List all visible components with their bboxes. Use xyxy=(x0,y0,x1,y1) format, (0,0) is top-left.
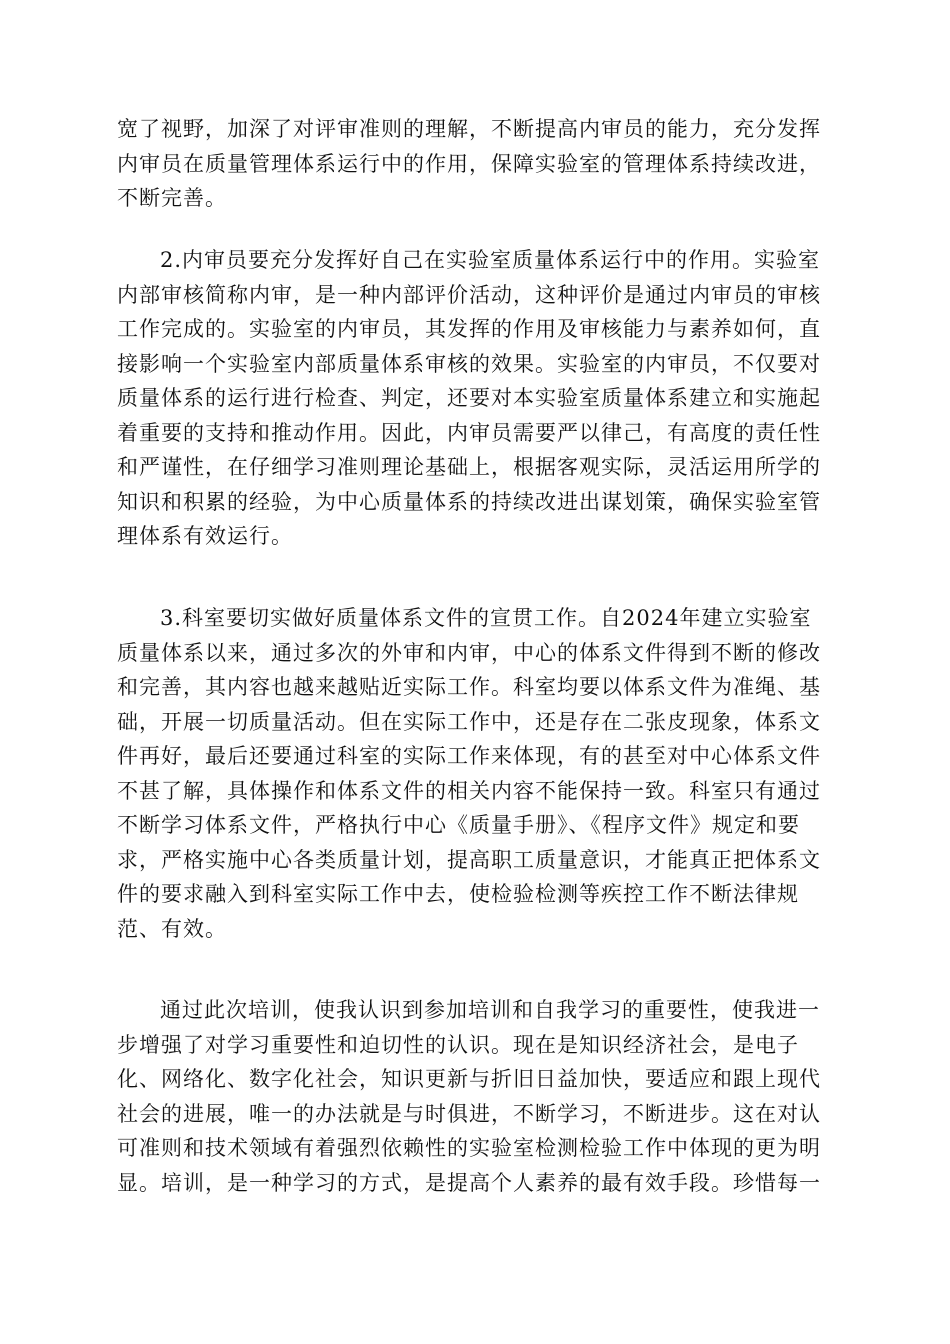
paragraph-line: 内部审核简称内审，是一种内部评价活动，这种评价是通过内审员的审核 xyxy=(117,282,821,307)
paragraph-line: 内审员在质量管理体系运行中的作用，保障实验室的管理体系持续改进， xyxy=(117,151,821,176)
paragraph-1 xyxy=(117,112,837,216)
paragraph-line: 范、有效。 xyxy=(117,916,227,941)
paragraph-line: 理体系有效运行。 xyxy=(117,524,293,548)
paragraph-4 xyxy=(117,993,837,1200)
paragraph-line: 社会的进展，唯一的办法就是与时俱进，不断学习，不断进步。这在对认 xyxy=(117,1101,821,1126)
paragraph-line: 求，严格实施中心各类质量计划，提高职工质量意识，才能真正把体系文 xyxy=(117,847,821,872)
paragraph-line: 显。培训，是一种学习的方式，是提高个人素养的最有效手段。珍惜每一 xyxy=(117,1170,821,1195)
paragraph-line: 质量体系以来，通过多次的外审和内审，中心的体系文件得到不断的修改 xyxy=(117,640,821,665)
paragraph-line: 件的要求融入到科室实际工作中去，使检验检测等疾控工作不断法律规 xyxy=(117,882,799,906)
paragraph-line: 化、网络化、数字化社会，知识更新与折旧日益加快，要适应和跟上现代 xyxy=(117,1067,821,1091)
paragraph-line: 和完善，其内容也越来越贴近实际工作。科室均要以体系文件为准绳、基 xyxy=(117,675,821,699)
paragraph-line: 质量体系的运行进行检查、判定，还要对本实验室质量体系建立和实施起 xyxy=(117,386,821,410)
paragraph-line: 不断完善。 xyxy=(117,186,227,210)
paragraph-line: 接影响一个实验室内部质量体系审核的效果。实验室的内审员，不仅要对 xyxy=(117,351,821,376)
paragraph-line: 宽了视野，加深了对评审准则的理解，不断提高内审员的能力，充分发挥 xyxy=(117,117,821,141)
paragraph-line: 不断学习体系文件，严格执行中心《质量手册》、《程序文件》规定和要 xyxy=(117,813,800,837)
paragraph-line: 知识和积累的经验，为中心质量体系的持续改进出谋划策，确保实验室管 xyxy=(117,489,821,514)
paragraph-line: 着重要的支持和推动作用。因此，内审员需要严以律己，有高度的责任性 xyxy=(117,420,821,445)
paragraph-line: 不甚了解，具体操作和体系文件的相关内容不能保持一致。科室只有通过 xyxy=(117,778,821,803)
paragraph-line: 工作完成的。实验室的内审员，其发挥的作用及审核能力与素养如何，直 xyxy=(117,317,821,341)
paragraph-line: 可准则和技术领域有着强烈依赖性的实验室检测检验工作中体现的更为明 xyxy=(117,1136,821,1160)
paragraph-line: 3.科室要切实做好质量体系文件的宣贯工作。自2024年建立实验室 xyxy=(160,606,812,630)
paragraph-line: 通过此次培训，使我认识到参加培训和自我学习的重要性，使我进一 xyxy=(160,998,820,1022)
paragraph-line: 2.内审员要充分发挥好自己在实验室质量体系运行中的作用。实验室 xyxy=(160,248,821,272)
paragraph-line: 和严谨性，在仔细学习准则理论基础上，根据客观实际，灵活运用所学的 xyxy=(117,455,821,479)
paragraph-3 xyxy=(117,601,837,946)
paragraph-line: 础，开展一切质量活动。但在实际工作中，还是存在二张皮现象，体系文 xyxy=(117,709,821,734)
paragraph-line: 步增强了对学习重要性和迫切性的认识。现在是知识经济社会，是电子 xyxy=(117,1032,799,1057)
paragraph-2 xyxy=(117,243,837,554)
paragraph-line: 件再好，最后还要通过科室的实际工作来体现，有的甚至对中心体系文件 xyxy=(117,744,821,768)
